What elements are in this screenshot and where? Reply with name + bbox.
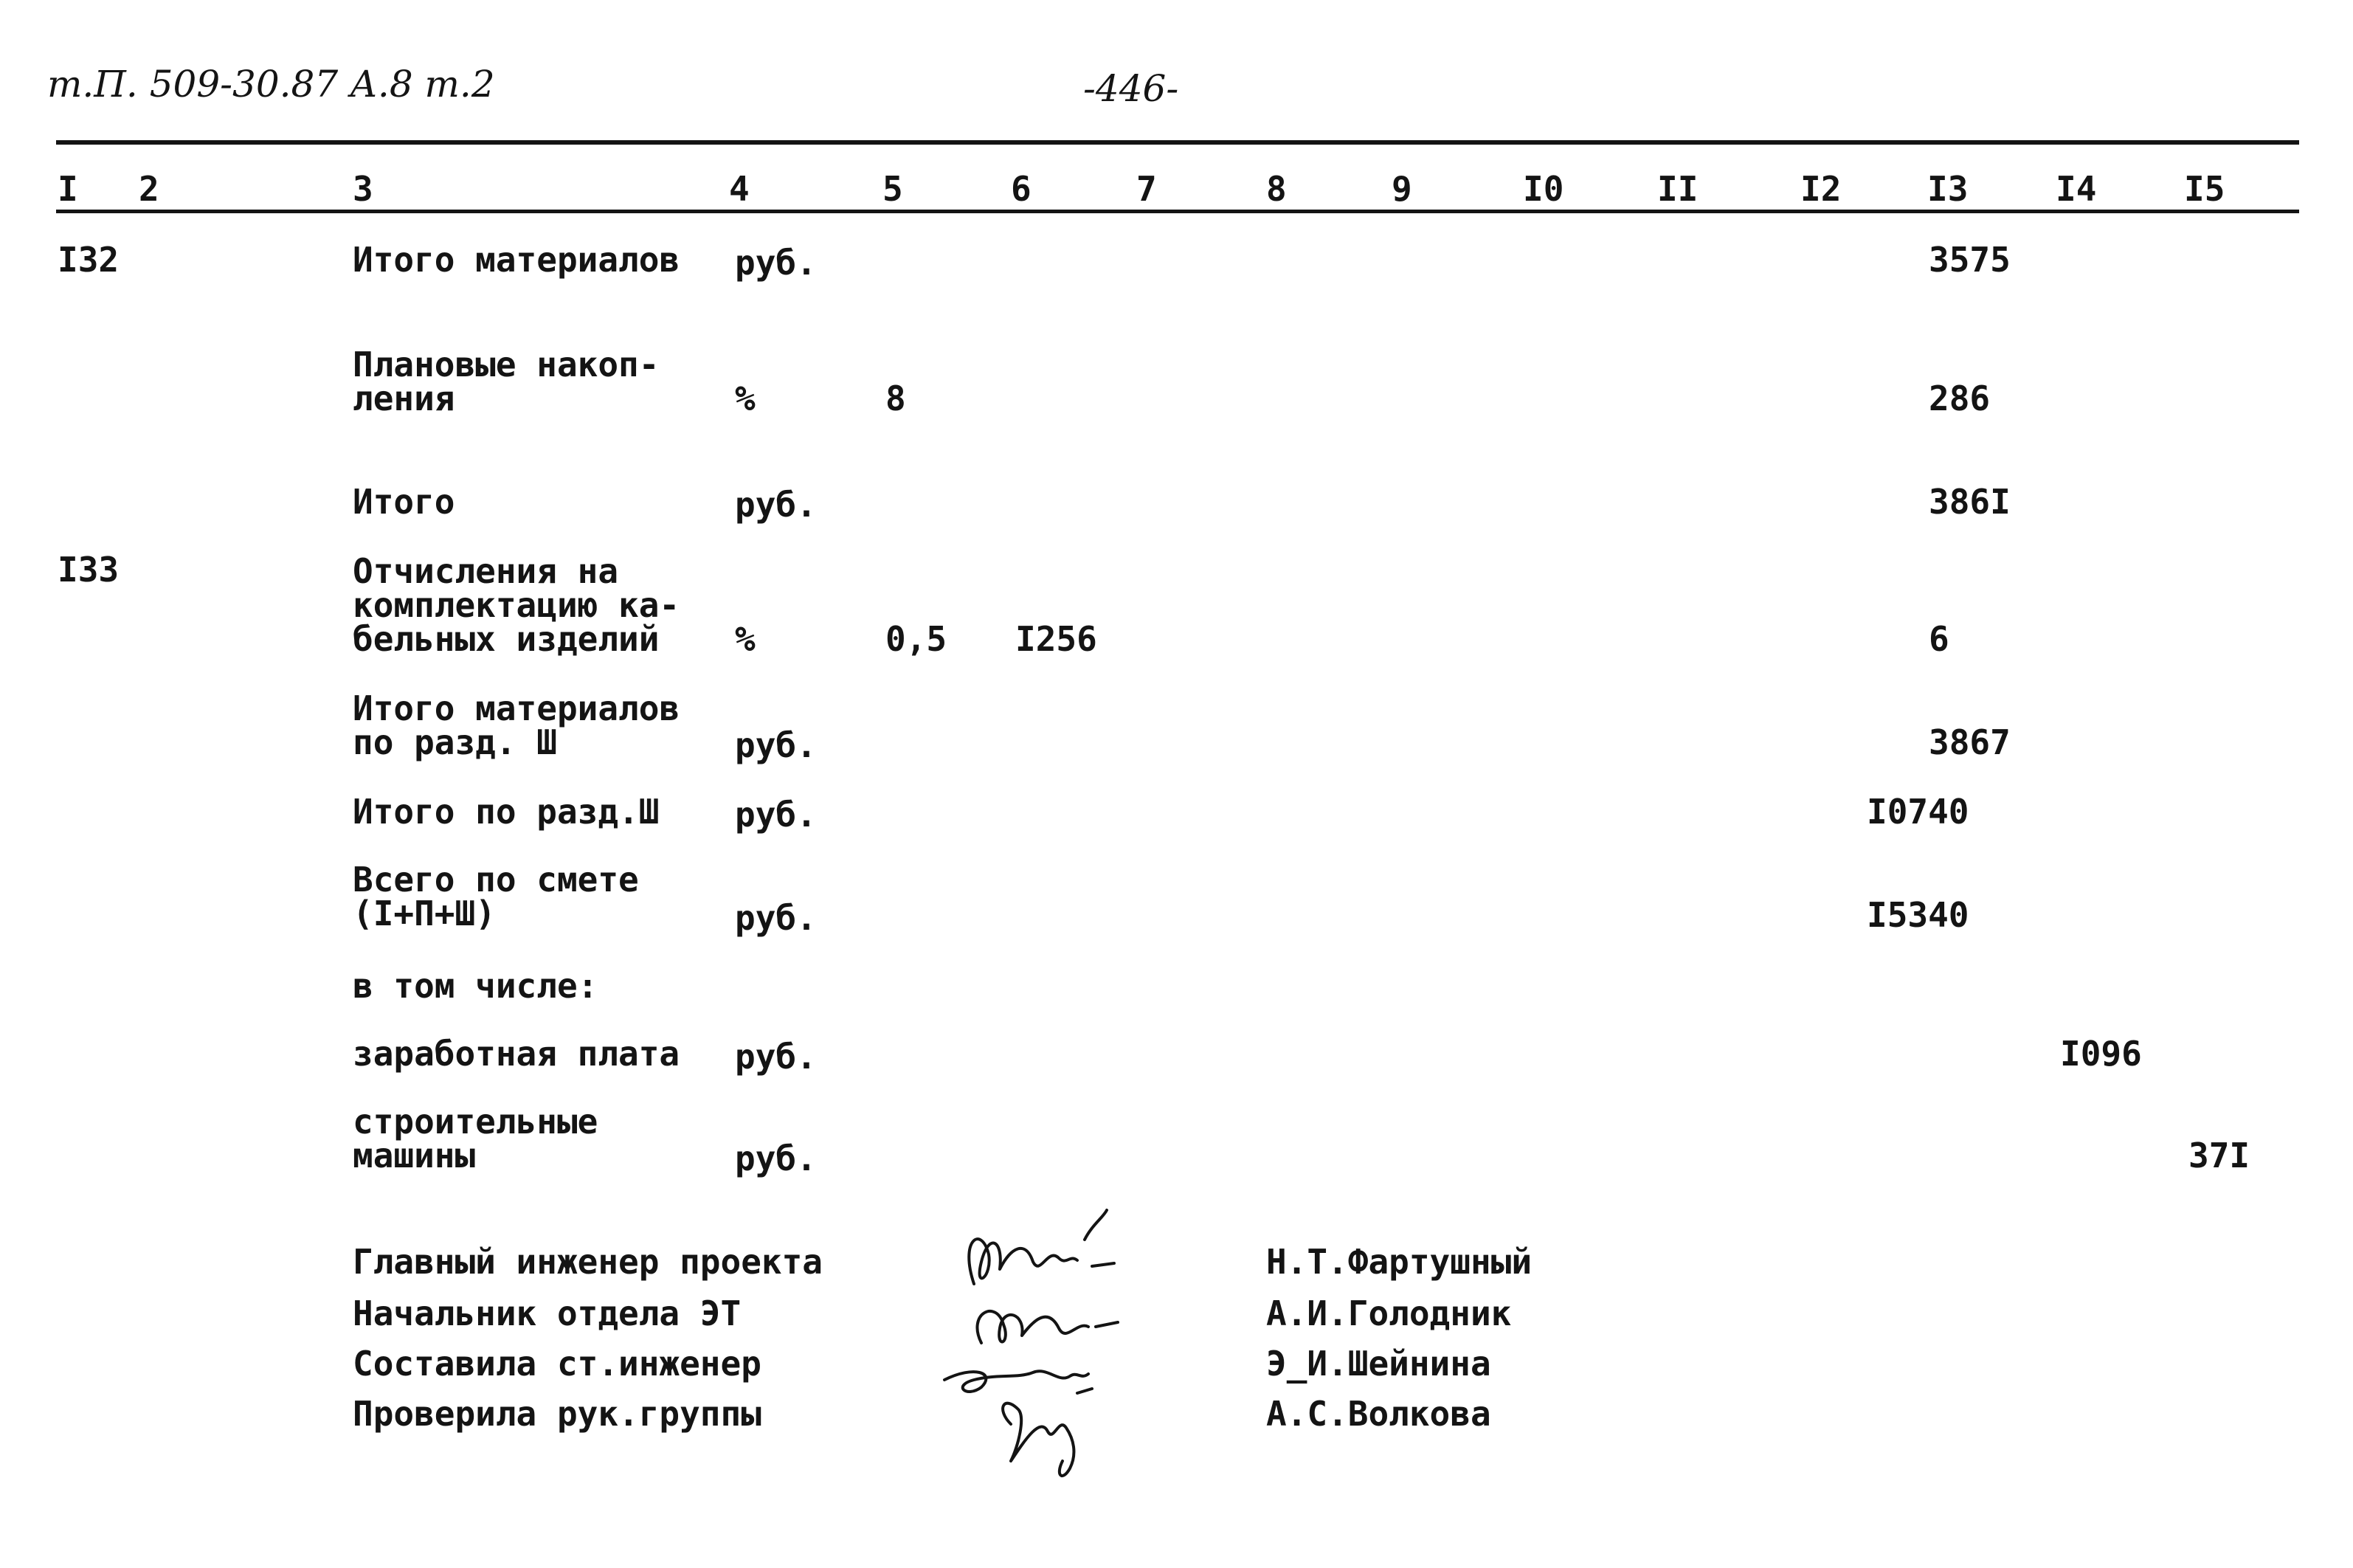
row-name: в том числе: [353,966,598,1006]
row-name-cont: ления [353,379,455,418]
col-header-9: 9 [1392,169,1412,209]
cell-col12: I0740 [1867,792,1969,832]
row-unit: руб. [735,1139,817,1178]
row-name: Итого [353,482,455,522]
col-header-8: 8 [1266,169,1287,209]
col-header-15: I5 [2184,169,2225,209]
header-bottom-rule [56,210,2299,213]
row-name: Итого материалов [353,240,680,280]
row-position: I33 [58,550,120,590]
row-name-cont: комплектацию ка- [353,585,680,625]
row-position: I32 [58,240,120,280]
cell-col13: 386I [1929,482,2011,522]
cell-col13: 286 [1929,379,1991,418]
col-header-13: I3 [1927,169,1969,209]
col-header-12: I2 [1800,169,1842,209]
signature-name: А.И.Голодник [1266,1294,1512,1333]
cell-col12: I5340 [1867,895,1969,935]
signature-name: Н.Т.Фартушный [1266,1242,1533,1282]
col-header-11: II [1657,169,1699,209]
row-name-cont: (I+П+Ш) [353,894,496,933]
row-name: Итого по разд.Ш [353,792,660,832]
handwritten-signatures [930,1195,1181,1491]
row-unit: руб. [735,243,817,283]
row-name: Отчисления на [353,551,619,591]
signature-role: Главный инженер проекта [353,1242,823,1282]
cell-col15: 37I [2188,1136,2250,1175]
row-name-cont: по разд. Ш [353,722,557,762]
header-top-rule [56,140,2299,145]
col-header-2: 2 [139,169,159,209]
col-header-14: I4 [2056,169,2097,209]
col-header-1: I [58,169,78,209]
col-header-6: 6 [1011,169,1032,209]
col-header-3: 3 [353,169,373,209]
row-name: Всего по смете [353,860,639,899]
row-name: Итого материалов [353,688,680,728]
row-unit: руб. [735,485,817,525]
row-unit: % [735,379,756,418]
signature-role: Начальник отдела ЭТ [353,1294,742,1333]
row-name: заработная плата [353,1034,680,1074]
row-unit: руб. [735,725,817,765]
row-name: Плановые накоп- [353,345,660,384]
cell-col6: I256 [1015,619,1097,659]
signature-name: Э_И.Шейнина [1266,1344,1491,1384]
col-header-4: 4 [729,169,750,209]
cell-col5: 8 [885,379,906,418]
cell-col5: 0,5 [885,619,947,659]
row-name-cont: машины [353,1136,476,1175]
col-header-5: 5 [882,169,903,209]
row-name-cont: бельных изделий [353,619,660,659]
page-number: -446- [1083,67,1179,110]
row-unit: руб. [735,795,817,835]
row-unit: руб. [735,898,817,938]
row-unit: руб. [735,1037,817,1077]
signature-name: А.С.Волкова [1266,1394,1491,1434]
row-unit: % [735,619,756,659]
row-name: строительные [353,1102,598,1142]
col-header-10: I0 [1523,169,1564,209]
cell-col13: 3575 [1929,240,2011,280]
signature-role: Проверила рук.группы [353,1394,761,1434]
signature-role: Составила ст.инженер [353,1344,761,1384]
cell-col13: 3867 [1929,722,2011,762]
document-code: т.П. 509-30.87 А.8 т.2 [47,63,495,106]
col-header-7: 7 [1136,169,1157,209]
cell-col13: 6 [1929,619,1949,659]
cell-col14: I096 [2060,1034,2142,1074]
